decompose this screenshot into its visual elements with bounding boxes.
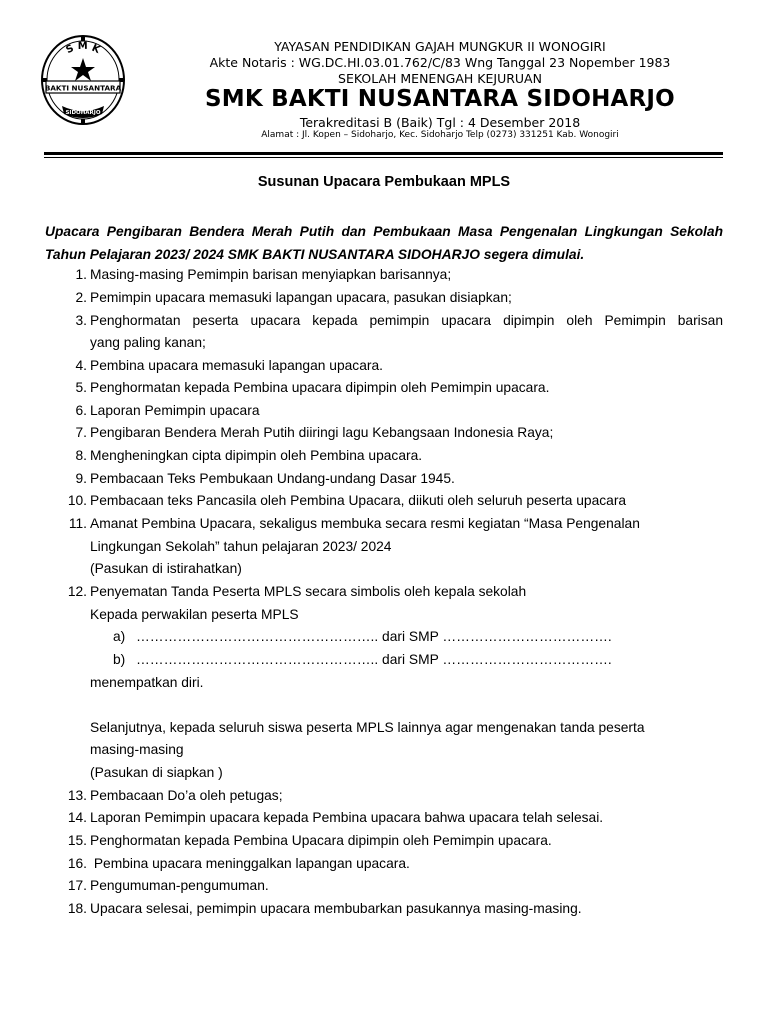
school-logo-icon bbox=[40, 34, 126, 126]
list-item: Pembacaan Teks Pembukaan Undang-undang Dasar 1945. bbox=[90, 471, 455, 486]
document-title: Susunan Upacara Pembukaan MPLS bbox=[257, 174, 511, 190]
item-number: 3. bbox=[75, 313, 87, 328]
item-number: 15. bbox=[67, 833, 87, 848]
item-number: 17. bbox=[67, 878, 87, 893]
logo-bottom-text: SIDOHARJO bbox=[65, 110, 101, 116]
list-item-continuation: Kepada perwakilan peserta MPLS bbox=[90, 607, 299, 622]
list-item-note: (Pasukan di istirahatkan) bbox=[90, 561, 242, 576]
item-number: 10. bbox=[67, 493, 87, 508]
school-name: SMK BAKTI NUSANTARA SIDOHARJO bbox=[205, 86, 675, 112]
fill-in-line: …………………………………………….. dari SMP ………………………………. bbox=[136, 652, 612, 667]
item-number: 16. bbox=[67, 856, 87, 871]
item-number: 6. bbox=[75, 403, 87, 418]
fill-in-line: …………………………………………….. dari SMP ………………………………. bbox=[136, 629, 612, 644]
sub-item-label: b) bbox=[113, 652, 126, 667]
list-item: Amanat Pembina Upacara, sekaligus membuka secara resmi kegiatan “Masa Pengenalan bbox=[90, 516, 640, 531]
list-item: Penghormatan kepada Pembina upacara dipimpin oleh Pemimpin upacara. bbox=[90, 380, 550, 395]
item-number: 11. bbox=[68, 516, 87, 531]
list-item: Pembacaan teks Pancasila oleh Pembina Upacara, diikuti oleh seluruh peserta upacara bbox=[90, 493, 627, 508]
item-number: 8. bbox=[75, 448, 87, 463]
item-number: 4. bbox=[75, 358, 87, 373]
item-number: 9. bbox=[75, 471, 87, 486]
list-item: Penghormatan kepada Pembina Upacara dipimpin oleh Pemimpin upacara. bbox=[90, 833, 552, 848]
list-item: Laporan Pemimpin upacara bbox=[90, 403, 260, 418]
list-item: Pembina upacara meninggalkan lapangan upacara. bbox=[90, 856, 410, 871]
address: Alamat : Jl. Kopen – Sidoharjo, Kec. Sidoharjo Telp (0273) 331251 Kab. Wonogiri bbox=[261, 130, 619, 140]
list-item: Pembacaan Do’a oleh petugas; bbox=[90, 788, 283, 803]
list-item: Mengheningkan cipta dipimpin oleh Pembina upacara. bbox=[90, 448, 423, 463]
closing-text: menempatkan diri. bbox=[90, 675, 204, 690]
item-number: 7. bbox=[75, 425, 87, 440]
list-item: Masing-masing Pemimpin barisan menyiapkan barisannya; bbox=[90, 267, 452, 282]
item-number: 12. bbox=[67, 584, 87, 599]
item-number: 2. bbox=[75, 290, 87, 305]
list-item: Pengibaran Bendera Merah Putih diiringi lagu Kebangsaan Indonesia Raya; bbox=[90, 425, 554, 440]
followup-text: masing-masing bbox=[90, 742, 184, 757]
logo-band-text: BAKTI NUSANTARA bbox=[44, 83, 122, 93]
letterhead-divider-thin bbox=[44, 157, 723, 158]
intro-paragraph: Upacara Pengibaran Bendera Merah Putih dan Pembukaan Masa Pengenalan Lingkungan Sekolah Tahun Pelajaran 2023/ 2024 SMK BAKTI NUSANTARA SIDOHARJO segera dimulai. bbox=[45, 224, 723, 262]
followup-note: (Pasukan di siapkan ) bbox=[90, 765, 223, 780]
logo-top-text: S M K bbox=[64, 40, 102, 57]
school-type: SEKOLAH MENENGAH KEJURUAN bbox=[338, 71, 542, 86]
letterhead-divider-thick bbox=[44, 152, 723, 155]
foundation-name: YAYASAN PENDIDIKAN GAJAH MUNGKUR II WONOGIRI bbox=[274, 39, 606, 54]
item-number: 1. bbox=[75, 267, 87, 282]
list-item-continuation: Lingkungan Sekolah” tahun pelajaran 2023/ 2024 bbox=[90, 539, 392, 554]
list-item: Pemimpin upacara memasuki lapangan upacara, pasukan disiapkan; bbox=[90, 290, 512, 305]
list-item: Penyematan Tanda Peserta MPLS secara simbolis oleh kepala sekolah bbox=[90, 584, 527, 599]
item-number: 13. bbox=[67, 788, 87, 803]
list-item: Upacara selesai, pemimpin upacara membubarkan pasukannya masing-masing. bbox=[90, 901, 582, 916]
list-item: Pembina upacara memasuki lapangan upacara. bbox=[90, 358, 383, 373]
accreditation: Terakreditasi B (Baik) Tgl : 4 Desember 2018 bbox=[299, 115, 581, 130]
item-number: 5. bbox=[75, 380, 87, 395]
item-number: 14. bbox=[67, 810, 87, 825]
list-item: Laporan Pemimpin upacara kepada Pembina upacara bahwa upacara telah selesai. bbox=[90, 810, 604, 825]
sub-item-label: a) bbox=[113, 629, 126, 644]
list-item-continuation: yang paling kanan; bbox=[90, 335, 206, 350]
followup-text: Selanjutnya, kepada seluruh siswa peserta MPLS lainnya agar mengenakan tanda peserta bbox=[90, 720, 645, 735]
list-item: Penghormatan peserta upacara kepada pemimpin upacara dipimpin oleh Pemimpin barisan bbox=[90, 313, 723, 328]
notary-deed: Akte Notaris : WG.DC.HI.03.01.762/C/83 Wng Tanggal 23 Nopember 1983 bbox=[209, 55, 671, 70]
item-number: 18. bbox=[67, 901, 87, 916]
list-item: Pengumuman-pengumuman. bbox=[90, 878, 269, 893]
